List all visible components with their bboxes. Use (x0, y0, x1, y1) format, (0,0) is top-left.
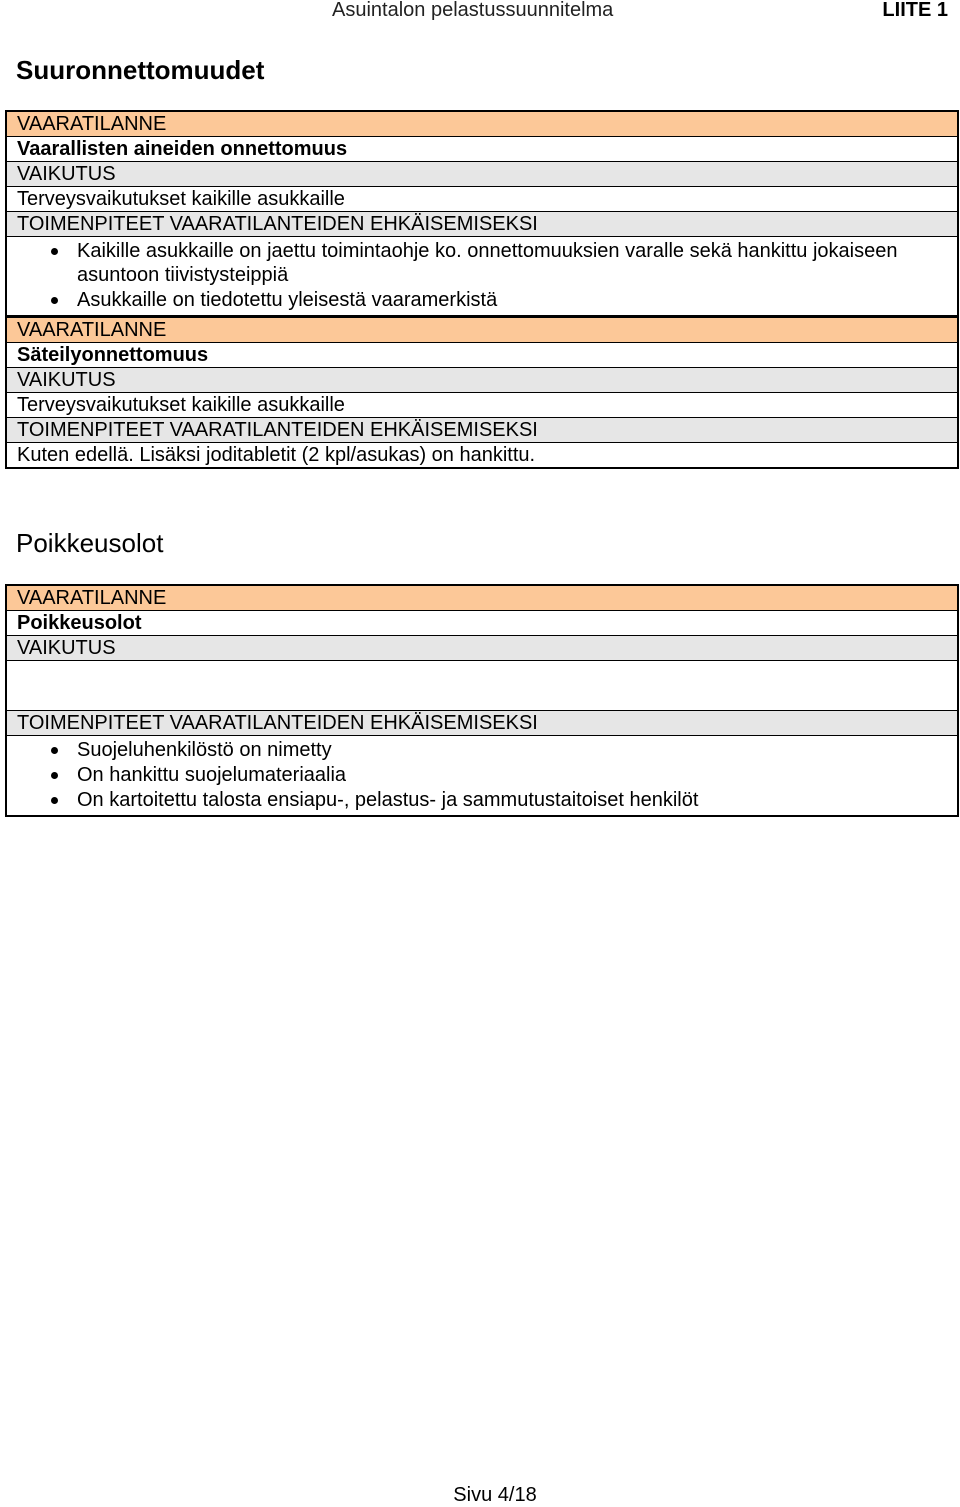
appendix-label: LIITE 1 (882, 0, 948, 21)
list-item: Asukkaille on tiedotettu yleisestä vaaramerkistä (7, 288, 957, 312)
measures-list-container (7, 736, 957, 815)
section-heading-accidents: Suuronnettomuudet (16, 55, 265, 85)
list-item: On kartoitettu talosta ensiapu-, pelastus- ja sammutustaitoiset henkilöt (7, 788, 957, 812)
measures-list (7, 237, 957, 315)
measures-label: TOIMENPITEET VAARATILANTEIDEN EHKÄISEMISEKSI (7, 711, 957, 736)
situation-value: Poikkeusolot (7, 611, 957, 636)
section-heading-exceptions: Poikkeusolot (16, 528, 164, 558)
page-number: Sivu 4/18 (453, 1484, 537, 1506)
effect-value (7, 661, 957, 711)
situation-label: VAARATILANNE (7, 112, 957, 137)
measures-label: TOIMENPITEET VAARATILANTEIDEN EHKÄISEMISEKSI (7, 212, 957, 237)
bullet-icon (51, 747, 58, 754)
effect-label: VAIKUTUS (7, 368, 957, 393)
situation-value: Vaarallisten aineiden onnettomuus (7, 137, 957, 162)
situation-value: Säteilyonnettomuus (7, 343, 957, 368)
situation-label: VAARATILANNE (7, 586, 957, 611)
situation-label: VAARATILANNE (7, 316, 957, 343)
effect-label: VAIKUTUS (7, 636, 957, 661)
measures-label: TOIMENPITEET VAARATILANTEIDEN EHKÄISEMISEKSI (7, 418, 957, 443)
measures-list-container (7, 237, 957, 316)
accidents-table (5, 110, 959, 469)
exceptions-table (5, 584, 959, 817)
effect-label: VAIKUTUS (7, 162, 957, 187)
measures-text: Kuten edellä. Lisäksi joditabletit (2 kpl/asukas) on hankittu. (7, 443, 957, 467)
bullet-icon (51, 797, 58, 804)
bullet-icon (51, 248, 58, 255)
list-item: On hankittu suojelumateriaalia (7, 763, 957, 787)
effect-value: Terveysvaikutukset kaikille asukkaille (7, 393, 957, 418)
effect-value: Terveysvaikutukset kaikille asukkaille (7, 187, 957, 212)
bullet-icon (51, 297, 58, 304)
measures-list (7, 736, 957, 815)
bullet-icon (51, 772, 58, 779)
list-item: Suojeluhenkilöstö on nimetty (7, 738, 957, 762)
list-item: Kaikille asukkaille on jaettu toimintaohje ko. onnettomuuksien varalle sekä hankittu jokaiseen asuntoon tiivistysteippiä (7, 239, 957, 287)
document-title: Asuintalon pelastussuunnitelma (332, 0, 614, 21)
